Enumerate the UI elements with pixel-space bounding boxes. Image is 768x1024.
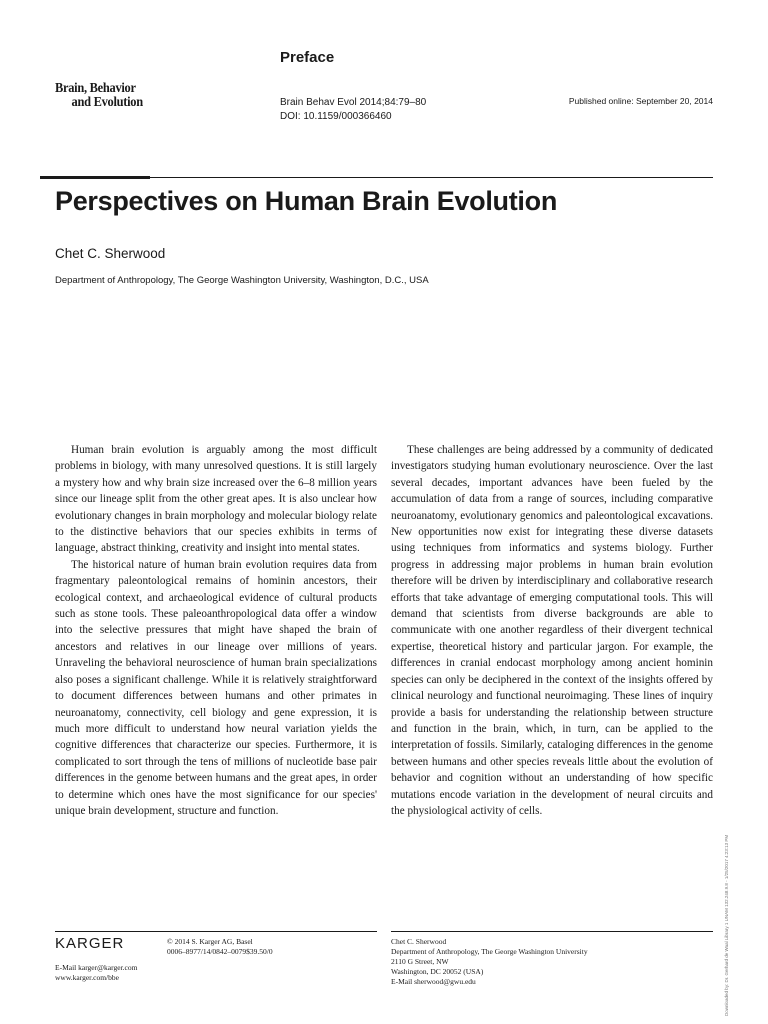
article-title: Perspectives on Human Brain Evolution [55, 186, 558, 216]
corr-name: Chet C. Sherwood [391, 937, 447, 946]
corr-email[interactable]: E-Mail sherwood@gwu.edu [391, 977, 476, 986]
footer-rule-left [55, 931, 377, 932]
published-date: Published online: September 20, 2014 [568, 96, 713, 106]
body-column-left [55, 442, 377, 819]
publisher-email[interactable]: E-Mail karger@karger.com [55, 963, 138, 972]
title-rule-thick [40, 176, 150, 179]
footer-rule-right [391, 931, 713, 932]
download-watermark: Downloaded by: Dr. Gerhard de Waal Library 1 UNAM 132.248.9.8 - 1/25/2017 4:23:13 PM [724, 834, 729, 1016]
citation [280, 96, 426, 124]
section-label: Preface [280, 49, 335, 66]
journal-logo-line2: and Evolution [71, 94, 143, 109]
publisher-website[interactable]: www.karger.com/bbe [55, 973, 119, 982]
citation-doi[interactable]: DOI: 10.1159/000366460 [280, 111, 392, 122]
publisher-contact [55, 963, 137, 983]
title-rule-thin [150, 177, 713, 178]
corr-street: 2110 G Street, NW [391, 957, 449, 966]
paragraph-2: The historical nature of human brain evolution requires data from fragmentary paleontological remains of hominin ancestors, their ecological context, and archaeological evidence of cultural products such as stone tools. These paleoanthropological data offer a window into the selective pressures that might have shaped the brain of ancestors and relatives in our lineage over millions of years. Unraveling the behavioral neuroscience of human brain specializations also poses a significant challenge. While it is relatively straightforward to document differences between humans and other primates in neuroanatomy, connectivity, cell biology and gene expression, it is much more difficult to understand how neural variation yields the cognitive differences that characterize our species. Furthermore, it is complicated to sort through the tens of millions of nucleotide base pair differences in the genome between humans and the great apes, in order to determine which ones have the most significance for our species' unique brain development, structure and function. [55, 558, 377, 817]
citation-journal: Brain Behav Evol 2014;84:79–80 [280, 97, 427, 108]
copyright [167, 937, 273, 957]
paragraph-1: Human brain evolution is arguably among the most difficult problems in biology, with many unresolved questions. It is still largely a mystery how and why brain size increased over the 6–8 million years since our lineage split from the other great apes. It is also unclear how evolutionary changes in brain morphology and molecular biology relate to the distinctive behaviors that our species exhibits in terms of language, abstract thinking, creativity and insight into mental states. [55, 444, 377, 555]
copyright-line: © 2014 S. Karger AG, Basel [167, 937, 253, 946]
corr-city: Washington, DC 20052 (USA) [391, 967, 484, 976]
author-affiliation: Department of Anthropology, The George Washington University, Washington, D.C., USA [55, 275, 429, 286]
paragraph-3: These challenges are being addressed by a community of dedicated investigators studying human evolutionary neuroscience. Over the last several decades, important advances have been fueled by the accumulation of data from a range of sources, including comparative neuroanatomy, evolutionary genomics and paleontological excavations. New opportunities now exist for integrating these diverse datasets using techniques from informatics and systems biology. Further progress in addressing major problems in human brain evolution therefore will be driven by interdisciplinary and collaborative research efforts that take advantage of emerging computational tools. This will demand that scientists from diverse backgrounds are able to communicate with one another regardless of their divergent technical expertise, theoretical history and particular jargon. For example, the differences in cranial endocast morphology among ancient hominin species can only be deciphered in the context of the insights offered by clinical neurology and functional neuroimaging. These lines of inquiry provide a basis for understanding the relationship between structure and function in the brain, which, in turn, can be applied to the interpretation of fossils. Similarly, cataloging differences in the genome between humans and other species reveals little about the evolution of behavior and cognition without an understanding of how specific mutations encode variation in the development of neural circuits and the physiological activity of cells. [391, 444, 713, 817]
journal-logo-line1: Brain, Behavior [55, 80, 136, 95]
issn-line: 0006–8977/14/0842–0079$39.50/0 [167, 947, 273, 956]
correspondence [391, 937, 588, 987]
journal-logo [55, 81, 143, 109]
author-name: Chet C. Sherwood [55, 246, 166, 261]
corr-dept: Department of Anthropology, The George Washington University [391, 947, 588, 956]
publisher-logo: KARGER [55, 935, 125, 952]
body-column-right [391, 442, 713, 819]
